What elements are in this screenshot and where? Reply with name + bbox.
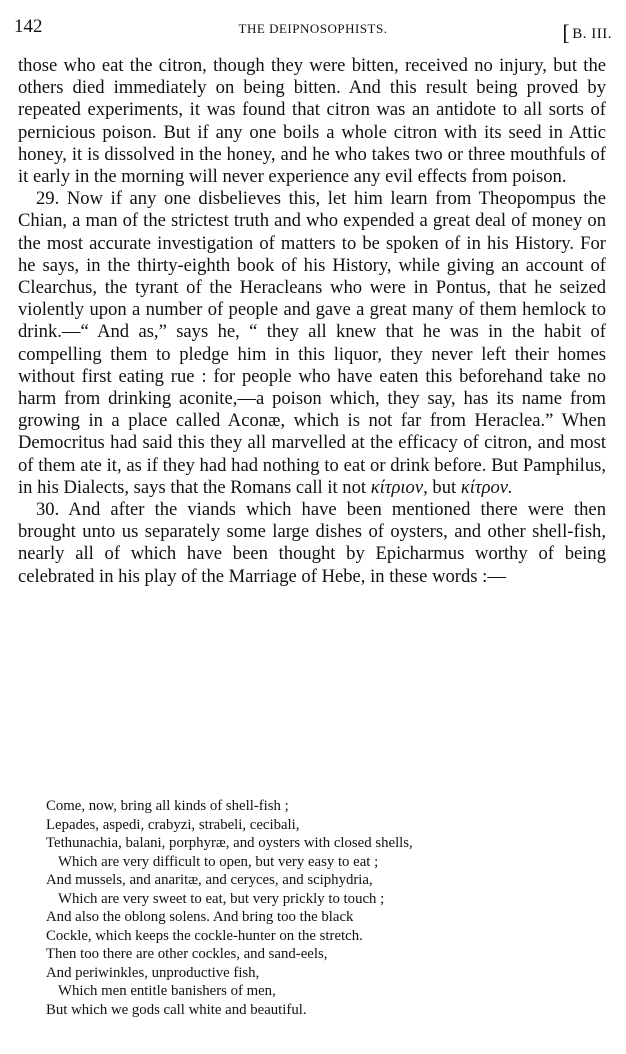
body-text [18,55,606,588]
verse-line: And also the oblong solens. And bring too the black [46,909,354,925]
verse-line: Come, now, bring all kinds of shell-fish ; [46,798,289,814]
verse-line: Cockle, which keeps the cockle-hunter on the stretch. [46,927,363,944]
page-header [14,14,612,45]
book-reference-text: B. III. [572,26,612,42]
verse-line: And mussels, and anaritæ, and ceryces, and sciphydria, [46,872,373,888]
verse-line: And periwinkles, unproductive fish, [46,964,260,981]
page-number: 142 [14,16,43,37]
paragraph-30: 30. And after the viands which have been mentioned there were then brought unto us separately some large dishes of oysters, and other shell-fish, nearly all of which have been thought by Epicharmus worthy of being celebrated in his play of the Marriage of Hebe, in these words :— [18,499,606,587]
verse-line: Lepades, aspedi, crabyzi, strabeli, cecibali, [46,816,300,833]
verse-line: Which men entitle banishers of men, [58,983,276,999]
paragraph-1: those who eat the citron, though they were bitten, received no injury, but the others died immediately on being bitten. And this result being proved by repeated experiments, it was found that citron was an antidote to all sorts of pernicious poison. But if any one boils a whole citron with its seed in Attic honey, it is dissolved in the honey, and he who takes two or three mouthfuls of it early in the morning will never experience any evil effects from poison. [18,55,606,188]
bracket-glyph: [ [562,20,571,45]
verse-line: Which are very difficult to open, but very easy to eat ; [58,853,379,870]
verse-line: Which are very sweet to eat, but very prickly to touch ; [58,890,385,907]
paragraph-29-text: 29. Now if any one disbelieves this, let him learn from Theopompus the Chian, a man of the strictest truth and who expended a great deal of money on the most accurate investigation of matters to be spoken of in his History. For he says, in the thirty-eighth book of his History, while giving an account of Clearchus, the tyrant of the Heracleans who were in Pontus, that he seized violently upon a number of people and gave a great many of them hemlock to drink.—“ And as,” says he, “ they all knew that he was in the habit of compelling them to pledge him in this liquor, they never left their homes without first eating rue : for people who have eaten this beforehand take no harm from drinking aconite,—a poison which, they say, has its name from growing in a place called Aconæ, which is not far from Heraclea.” When Democritus had said this they all marvelled at the efficacy of citron, and most of them ate it, as if they had had nothing to eat or drink before. But Pamphilus, in his Dialects, says that the Romans call it not [18,188,606,498]
verse-line: Tethunachia, balani, porphyræ, and oysters with closed shells, [46,835,413,851]
greek-word-kitron: κίτρον. [460,476,513,498]
verse-quotation [46,797,616,1019]
greek-word-kitrion: κίτριον, [370,476,428,498]
paragraph-29-connector: but [427,476,461,498]
paragraph-29 [18,188,606,499]
verse-line: Then too there are other cockles, and sand-eels, [46,946,328,962]
running-title: THE DEIPNOSOPHISTS. [238,21,388,36]
book-reference [562,18,612,44]
verse-line: But which we gods call white and beautiful. [46,1001,307,1018]
